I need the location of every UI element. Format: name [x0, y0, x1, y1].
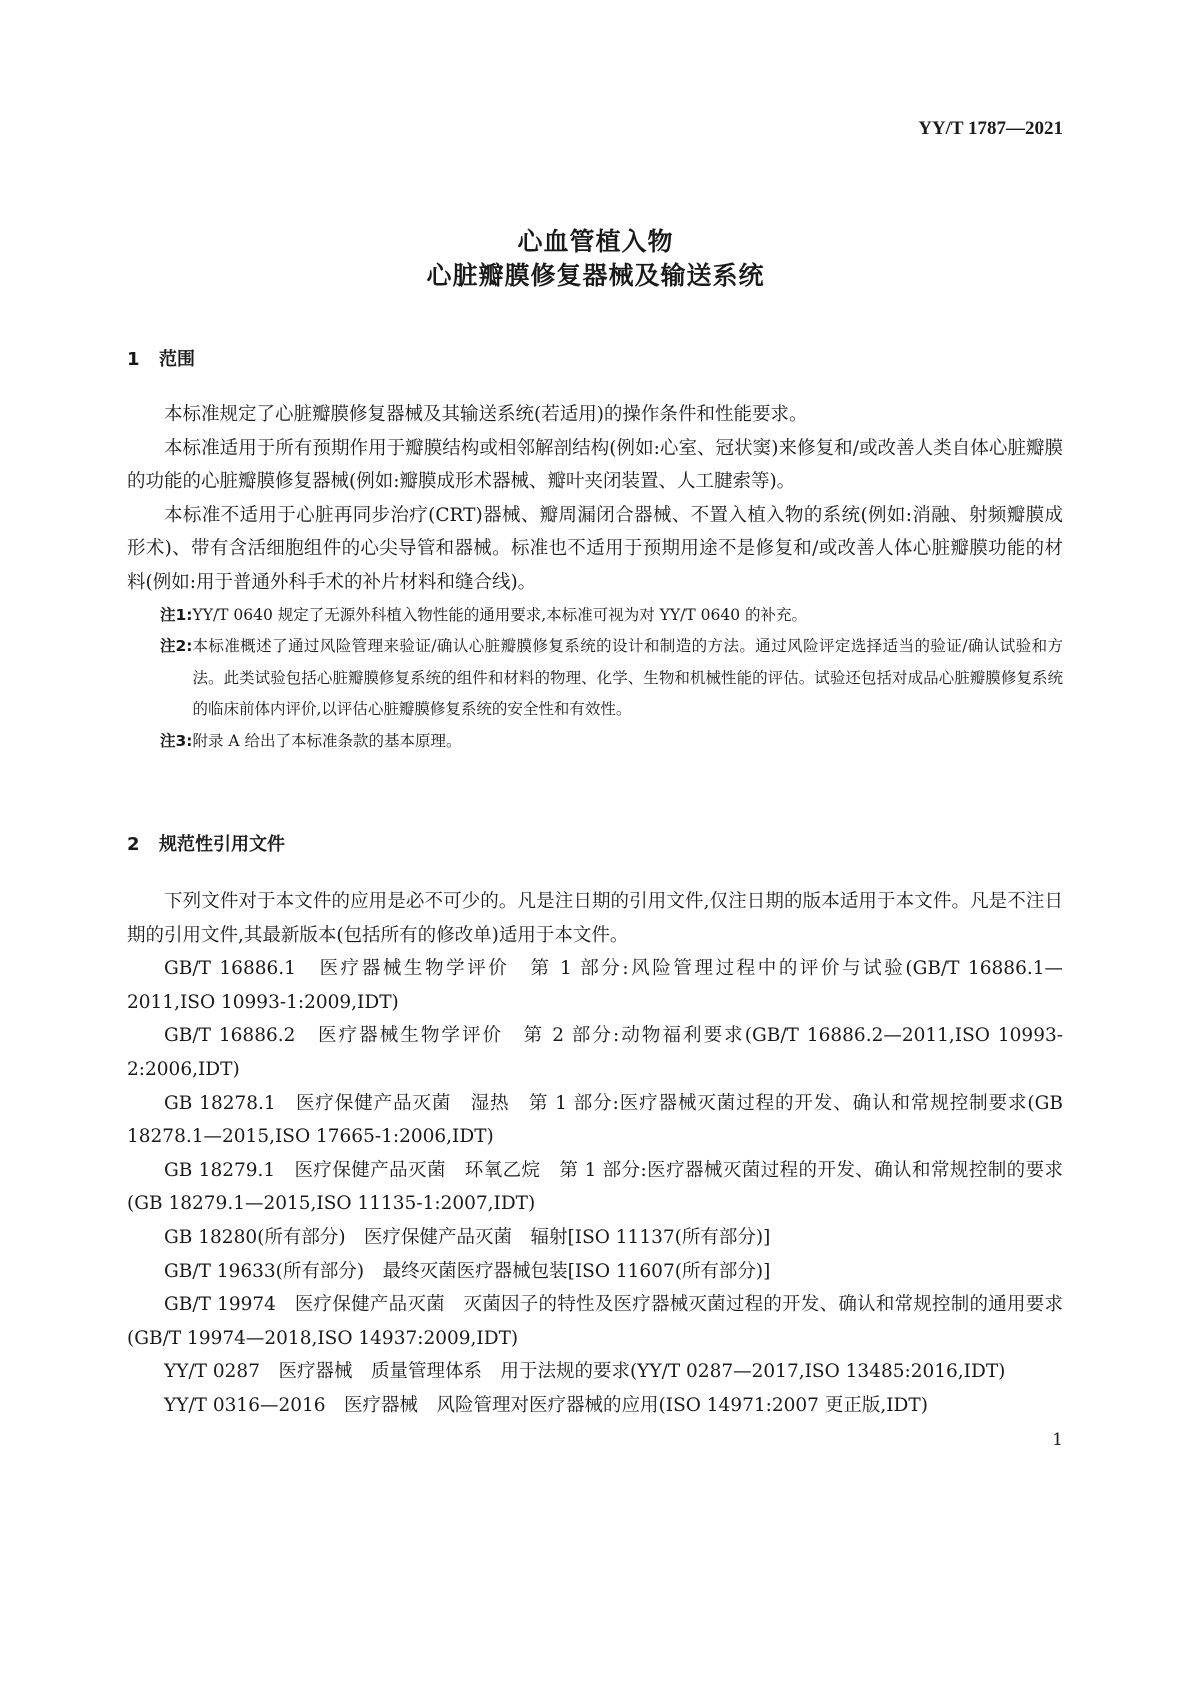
note-label: 注1: [160, 605, 193, 624]
reference-item: YY/T 0316—2016 医疗器械 风险管理对医疗器械的应用(ISO 14971:2007 更正版,IDT) [164, 1394, 928, 1416]
section-1-heading [127, 345, 195, 371]
section-number: 2 [127, 834, 140, 855]
note-text: YY/T 0640 规定了无源外科植入物性能的通用要求,本标准可视为对 YY/T 0640 的补充。 [192, 605, 807, 624]
reference-item: GB 18278.1 医疗保健产品灭菌 湿热 第 1 部分:医疗器械灭菌过程的开发、确认和常规控制要求(GB 18278.1—2015,ISO 17665-1:2006,IDT) [127, 1092, 1069, 1148]
section-1-body [127, 398, 1063, 757]
note-text: 附录 A 给出了本标准条款的基本原理。 [192, 731, 462, 750]
section-title: 规范性引用文件 [159, 834, 285, 855]
reference-item: GB 18280(所有部分) 医疗保健产品灭菌 辐射[ISO 11137(所有部分)] [164, 1226, 771, 1248]
note [160, 726, 1063, 758]
reference-item: GB/T 19974 医疗保健产品灭菌 灭菌因子的特性及医疗器械灭菌过程的开发、确认和常规控制的通用要求(GB/T 19974—2018,ISO 14937:2009,IDT) [127, 1294, 1063, 1349]
note [160, 600, 1063, 632]
reference-item: GB 18279.1 医疗保健产品灭菌 环氧乙烷 第 1 部分:医疗器械灭菌过程的开发、确认和常规控制的要求(GB 18279.1—2015,ISO 11135-1:2007,IDT) [127, 1159, 1063, 1215]
note-label: 注3: [160, 731, 193, 750]
paragraph: 下列文件对于本文件的应用是必不可少的。凡是注日期的引用文件,仅注日期的版本适用于本文件。凡是不注日期的引用文件,其最新版本(包括所有的修改单)适用于本文件。 [127, 891, 1063, 946]
document-code: YY/T 1787—2021 [918, 118, 1063, 139]
paragraph: 本标准不适用于心脏再同步治疗(CRT)器械、瓣周漏闭合器械、不置入植入物的系统(例如:消融、射频瓣膜成形术)、带有含活细胞组件的心尖导管和器械。标准也不适用于预期用途不是修复和/或改善人体心脏瓣膜功能的材料(例如:用于普通外科手术的补片材料和缝合线)。 [127, 504, 1063, 593]
title-line-1: 心血管植入物 [517, 227, 674, 256]
reference-item: GB/T 16886.2 医疗器械生物学评价 第 2 部分:动物福利要求(GB/T 16886.2—2011,ISO 10993-2:2006,IDT) [127, 1025, 1063, 1080]
paragraph: 本标准适用于所有预期作用于瓣膜结构或相邻解剖结构(例如:心室、冠状窦)来修复和/或改善人类自体心脏瓣膜的功能的心脏瓣膜修复器械(例如:瓣膜成形术器械、瓣叶夹闭装置、人工腱索等)。 [127, 437, 1063, 493]
reference-item: GB/T 19633(所有部分) 最终灭菌医疗器械包装[ISO 11607(所有部分)] [164, 1260, 771, 1282]
note-label: 注2: [160, 637, 193, 656]
section-number: 1 [127, 349, 140, 370]
title-line-2: 心脏瓣膜修复器械及输送系统 [426, 261, 765, 290]
section-title: 范围 [159, 349, 195, 370]
section-2-heading [127, 830, 285, 856]
section-2-body [127, 885, 1069, 1423]
page-number: 1 [1052, 1430, 1063, 1450]
note-text: 本标准概述了通过风险管理来验证/确认心脏瓣膜修复系统的设计和制造的方法。通过风险评定选择适当的验证/确认试验和方法。此类试验包括心脏瓣膜修复系统的组件和材料的物理、化学、生物和机械性能的评估。试验还包括对成品心脏瓣膜修复系统的临床前体内评价,以评估心脏瓣膜修复系统的安全性和有效性。 [192, 637, 1063, 719]
note [160, 631, 1063, 726]
reference-item: GB/T 16886.1 医疗器械生物学评价 第 1 部分:风险管理过程中的评价与试验(GB/T 16886.1—2011,ISO 10993-1:2009,IDT) [127, 958, 1063, 1013]
reference-item: YY/T 0287 医疗器械 质量管理体系 用于法规的要求(YY/T 0287—2017,ISO 13485:2016,IDT) [164, 1361, 1006, 1383]
paragraph: 本标准规定了心脏瓣膜修复器械及其输送系统(若适用)的操作条件和性能要求。 [164, 404, 808, 425]
